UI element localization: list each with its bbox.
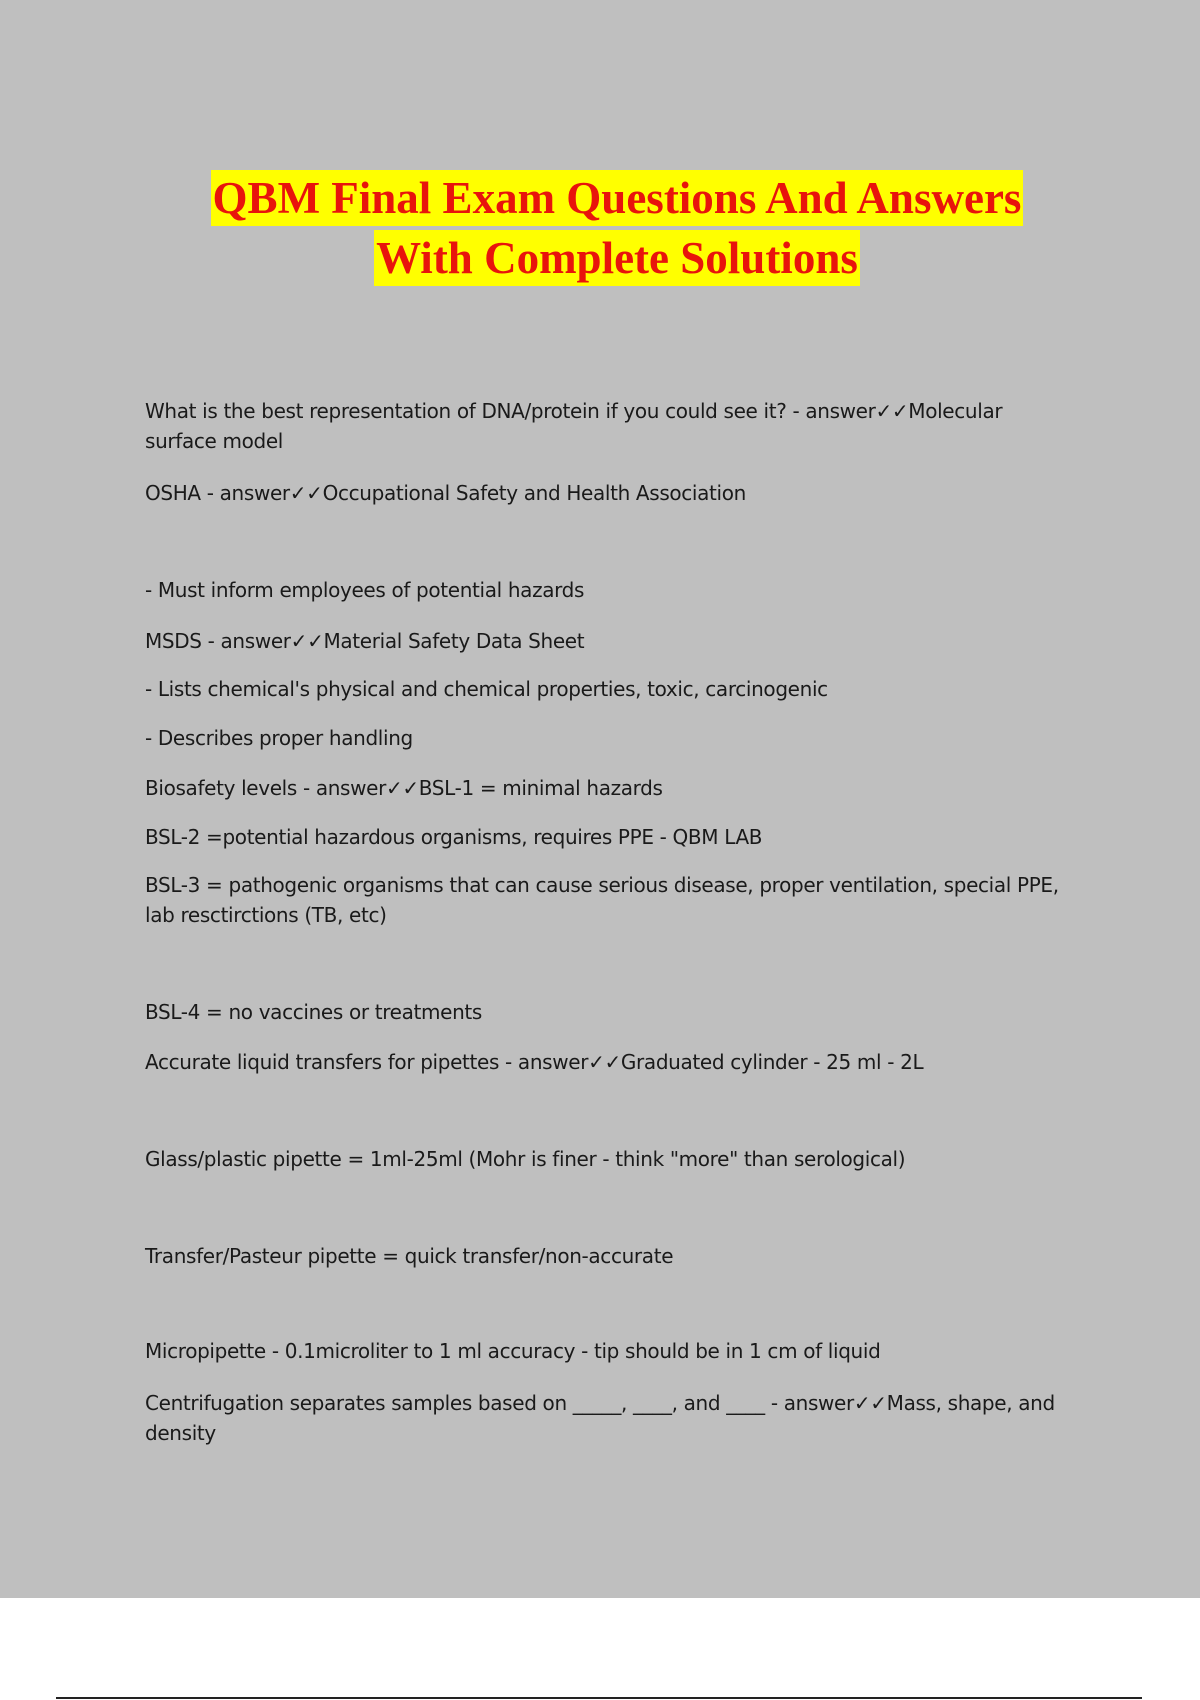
paragraph: Glass/plastic pipette = 1ml-25ml (Mohr is finer - think "more" than serological) [145, 1147, 906, 1171]
paragraph: MSDS - answer✓✓Material Safety Data Sheet [145, 629, 585, 653]
paragraph: BSL-3 = pathogenic organisms that can cause serious disease, proper ventilation, special PPE, lab resctirctions (TB, etc) [145, 873, 1059, 927]
paragraph: Accurate liquid transfers for pipettes - answer✓✓Graduated cylinder - 25 ml - 2L [145, 1050, 924, 1074]
paragraph: Centrifugation separates samples based on _____, ____, and ____ - answer✓✓Mass, shape, and density [145, 1391, 1055, 1445]
document-title [0, 168, 1200, 288]
paragraph: - Describes proper handling [145, 726, 413, 750]
title-line-2: With Complete Solutions [374, 230, 860, 286]
paragraph: Micropipette - 0.1microliter to 1 ml accuracy - tip should be in 1 cm of liquid [145, 1339, 881, 1363]
paragraph: OSHA - answer✓✓Occupational Safety and Health Association [145, 481, 746, 505]
paragraph: Transfer/Pasteur pipette = quick transfer/non-accurate [145, 1244, 674, 1268]
title-line-1: QBM Final Exam Questions And Answers [211, 170, 1024, 226]
paragraph: - Lists chemical's physical and chemical properties, toxic, carcinogenic [145, 677, 828, 701]
paragraph: What is the best representation of DNA/protein if you could see it? - answer✓✓Molecular surface model [145, 399, 1003, 453]
paragraph: Biosafety levels - answer✓✓BSL-1 = minimal hazards [145, 776, 663, 800]
paragraph: - Must inform employees of potential hazards [145, 578, 585, 602]
paragraph: BSL-2 =potential hazardous organisms, requires PPE - QBM LAB [145, 825, 763, 849]
paragraph: BSL-4 = no vaccines or treatments [145, 1000, 482, 1024]
footer-divider [56, 1697, 1142, 1699]
